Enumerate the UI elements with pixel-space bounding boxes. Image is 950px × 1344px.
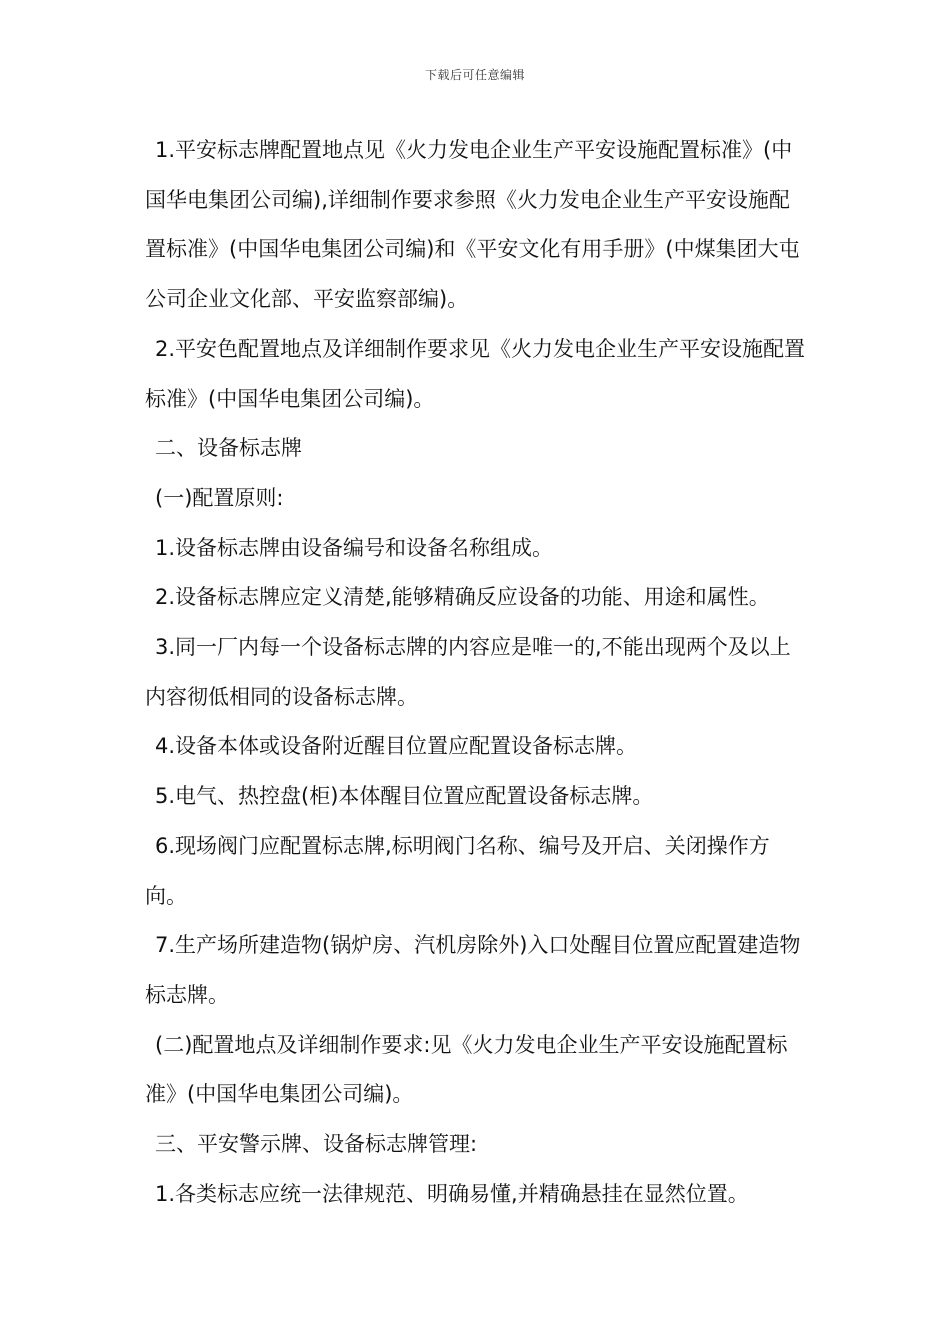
document-body <box>145 126 809 1219</box>
paragraph-safety-color: 2.平安色配置地点及详细制作要求见《火力发电企业生产平安设施配置标准》(中国华电集团公司编)。 <box>145 336 806 411</box>
list-item: 5.电气、热控盘(柜)本体醒目位置应配置设备标志牌。 <box>155 784 654 809</box>
section-heading-equipment-signs: 二、设备标志牌 <box>155 436 302 461</box>
list-item: 4.设备本体或设备附近醒目位置应配置设备标志牌。 <box>155 734 638 759</box>
paragraph-safety-sign-location: 1.平安标志牌配置地点见《火力发电企业生产平安设施配置标准》(中国华电集团公司编),详细制作要求参照《火力发电企业生产平安设施配置标准》(中国华电集团公司编)和《平安文化有用手册》(中煤集团大屯公司企业文化部、平安监察部编)。 <box>145 138 800 312</box>
subsection-heading-location-requirements: (二)配置地点及详细制作要求:见《火力发电企业生产平安设施配置标准》(中国华电集团公司编)。 <box>145 1032 788 1107</box>
page-header: 下载后可任意编辑 <box>424 68 525 82</box>
list-item: 7.生产场所建造物(锅炉房、汽机房除外)入口处醒目位置应配置建造物标志牌。 <box>145 933 801 1007</box>
list-item: 2.设备标志牌应定义清楚,能够精确反应设备的功能、用途和属性。 <box>155 585 770 610</box>
list-item: 1.设备标志牌由设备编号和设备名称组成。 <box>155 535 554 560</box>
list-item: 1.各类标志应统一法律规范、明确易懂,并精确悬挂在显然位置。 <box>155 1181 749 1206</box>
section-heading-sign-management: 三、平安警示牌、设备标志牌管理: <box>155 1132 478 1157</box>
list-item: 6.现场阀门应配置标志牌,标明阀门名称、编号及开启、关闭操作方向。 <box>145 833 770 908</box>
list-item: 3.同一厂内每一个设备标志牌的内容应是唯一的,不能出现两个及以上内容彻低相同的设备标志牌。 <box>145 635 791 709</box>
subsection-heading-principles: (一)配置原则: <box>155 485 284 510</box>
